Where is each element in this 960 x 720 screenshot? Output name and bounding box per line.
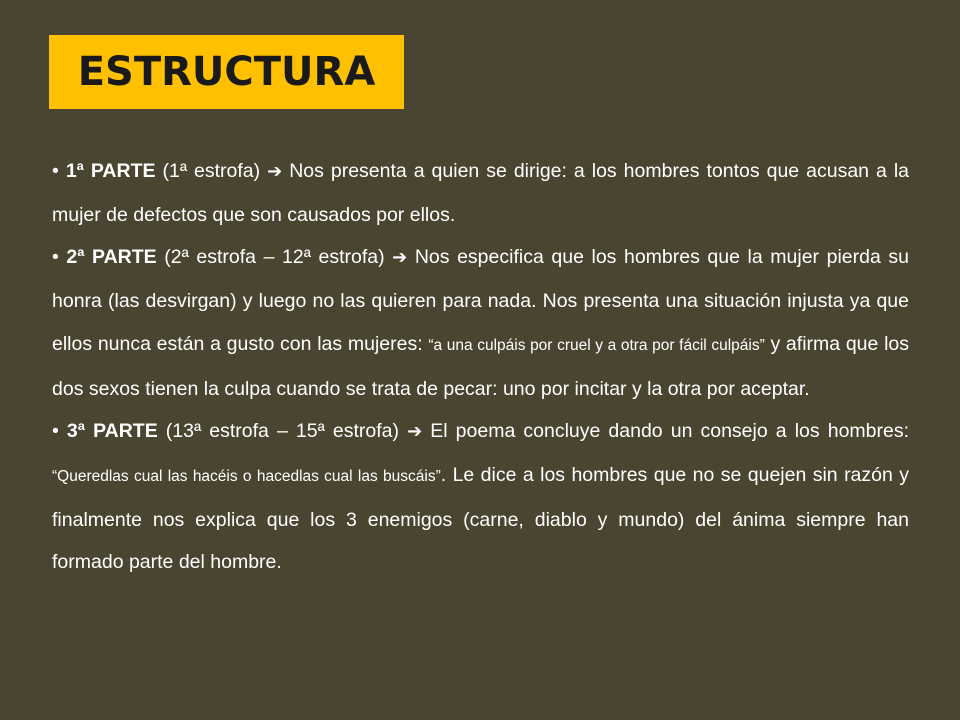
part-text: El poema concluye dando un consejo a los hombres:	[422, 420, 910, 443]
part-label: 2ª PARTE	[66, 246, 157, 269]
part-range: (2ª estrofa – 12ª estrofa)	[156, 246, 393, 269]
part-text: Nos especifica que los hombres que la mujer pierda su honra (las desvirgan) y luego no las quieren para nada. Nos presenta una situación injusta ya que ellos nunca están a gusto con las mujeres:	[52, 246, 909, 355]
title-banner	[49, 35, 404, 109]
arrow-icon: ➔	[407, 421, 423, 443]
bullet: •	[52, 160, 59, 182]
quote: “a una culpáis por cruel y a otra por fácil culpáis”	[428, 336, 765, 354]
quote: “Queredlas cual las hacéis o hacedlas cual las buscáis”	[52, 467, 441, 485]
part-range: (1ª estrofa)	[155, 160, 268, 182]
list-item-part-3	[52, 410, 909, 584]
list-item-part-1	[52, 150, 909, 236]
bullet: •	[52, 420, 59, 443]
part-label: 1ª PARTE	[65, 160, 156, 182]
part-text: Nos presenta a quien se dirige: a los hombres tontos que acusan a la mujer de defectos que son causados por ellos.	[52, 160, 909, 226]
part-range: (13ª estrofa – 15ª estrofa)	[157, 420, 408, 443]
part-text-after: . Le dice a los hombres que no se quejen sin razón y finalmente nos explica que los 3 enemigos (carne, diablo y mundo) del ánima siempre han formado parte del hombre.	[52, 463, 910, 574]
arrow-icon: ➔	[392, 247, 408, 269]
bullet: •	[52, 246, 59, 269]
arrow-icon: ➔	[267, 161, 283, 182]
part-label: 3ª PARTE	[66, 420, 158, 443]
structure-list	[52, 150, 909, 584]
part-text-after: y afirma que los dos sexos tienen la culpa cuando se trata de pecar: uno por incitar y la otra por aceptar.	[52, 332, 910, 400]
page-title: ESTRUCTURA	[77, 49, 376, 95]
list-item-part-2	[52, 236, 909, 410]
